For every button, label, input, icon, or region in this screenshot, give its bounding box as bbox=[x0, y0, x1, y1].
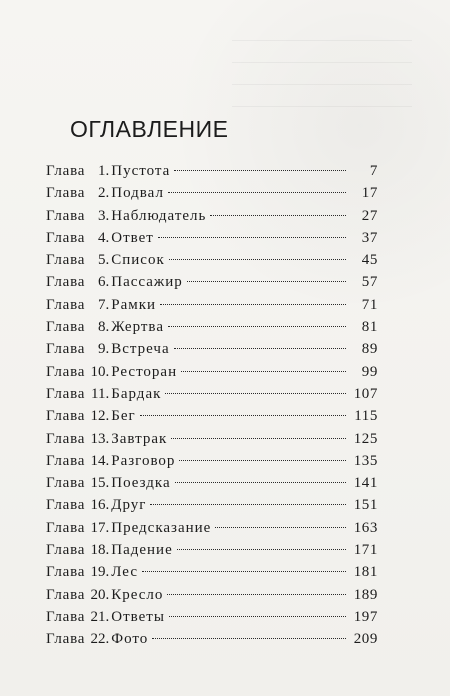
chapter-label: Глава bbox=[46, 408, 86, 425]
chapter-number: 15. bbox=[90, 475, 110, 492]
page-number: 71 bbox=[361, 296, 378, 313]
chapter-label: Глава bbox=[46, 341, 86, 358]
chapter-number: 21. bbox=[90, 608, 110, 625]
chapter-label: Глава bbox=[46, 296, 86, 313]
chapter-number: 7. bbox=[97, 296, 110, 313]
chapter-label: Глава bbox=[46, 185, 86, 202]
toc-row bbox=[46, 472, 378, 494]
page-number: 135 bbox=[353, 452, 378, 469]
chapter-name: Кресло bbox=[111, 586, 164, 603]
chapter-number: 20. bbox=[90, 586, 110, 603]
chapter-label: Глава bbox=[46, 385, 86, 402]
chapter-label: Глава bbox=[46, 229, 86, 246]
toc-row bbox=[46, 584, 378, 606]
chapter-name: Список bbox=[111, 252, 165, 269]
page-number: 181 bbox=[353, 564, 378, 581]
toc-row bbox=[46, 450, 378, 472]
toc-row bbox=[46, 383, 378, 405]
dot-leader bbox=[168, 192, 346, 193]
chapter-label: Глава bbox=[46, 252, 86, 269]
dot-leader bbox=[171, 438, 346, 439]
toc-row bbox=[46, 405, 378, 427]
chapter-name: Фото bbox=[111, 631, 149, 648]
chapter-number: 16. bbox=[90, 497, 110, 514]
chapter-label: Глава bbox=[46, 363, 86, 380]
dot-leader bbox=[174, 348, 346, 349]
chapter-name: Поездка bbox=[111, 475, 171, 492]
chapter-label: Глава bbox=[46, 497, 86, 514]
toc-row bbox=[46, 249, 378, 271]
toc-row bbox=[46, 205, 378, 227]
dot-leader bbox=[158, 237, 346, 238]
toc-row bbox=[46, 517, 378, 539]
chapter-name: Наблюдатель bbox=[111, 207, 207, 224]
chapter-number: 4. bbox=[97, 229, 110, 246]
page-number: 99 bbox=[361, 363, 378, 380]
page-number: 57 bbox=[361, 274, 378, 291]
chapter-label: Глава bbox=[46, 207, 86, 224]
chapter-name: Пассажир bbox=[111, 274, 183, 291]
chapter-number: 17. bbox=[90, 519, 110, 536]
toc-row bbox=[46, 338, 378, 360]
toc-row bbox=[46, 271, 378, 293]
toc-row bbox=[46, 628, 378, 650]
dot-leader bbox=[187, 281, 346, 282]
chapter-label: Глава bbox=[46, 163, 86, 179]
chapter-number: 14. bbox=[90, 452, 110, 469]
toc-row bbox=[46, 160, 378, 182]
dot-leader bbox=[169, 259, 346, 260]
show-through-line bbox=[232, 40, 412, 41]
toc-title: ОГЛАВЛЕНИЕ bbox=[70, 116, 229, 142]
chapter-number: 3. bbox=[97, 207, 110, 224]
dot-leader bbox=[165, 393, 346, 394]
toc-row bbox=[46, 428, 378, 450]
chapter-number: 13. bbox=[90, 430, 110, 447]
chapter-name: Разговор bbox=[111, 452, 176, 469]
dot-leader bbox=[179, 460, 346, 461]
page-number: 197 bbox=[353, 608, 378, 625]
show-through-line bbox=[232, 62, 412, 63]
dot-leader bbox=[177, 549, 346, 550]
toc-row bbox=[46, 294, 378, 316]
chapter-label: Глава bbox=[46, 542, 86, 559]
toc-row bbox=[46, 606, 378, 628]
chapter-name: Подвал bbox=[111, 185, 164, 202]
chapter-label: Глава bbox=[46, 475, 86, 492]
page-number: 81 bbox=[361, 319, 378, 336]
chapter-number: 10. bbox=[90, 363, 110, 380]
page-number: 37 bbox=[361, 229, 378, 246]
chapter-name: Бег bbox=[111, 408, 136, 425]
page-number: 115 bbox=[354, 408, 378, 425]
toc-row bbox=[46, 227, 378, 249]
chapter-name: Ресторан bbox=[111, 363, 178, 380]
chapter-label: Глава bbox=[46, 319, 86, 336]
chapter-label: Глава bbox=[46, 452, 86, 469]
page-number: 7 bbox=[369, 163, 378, 179]
chapter-number: 18. bbox=[90, 542, 110, 559]
chapter-number: 19. bbox=[90, 564, 110, 581]
dot-leader bbox=[152, 638, 346, 639]
chapter-number: 11. bbox=[91, 385, 110, 402]
dot-leader bbox=[168, 326, 346, 327]
chapter-label: Глава bbox=[46, 564, 86, 581]
toc-row bbox=[46, 561, 378, 583]
chapter-name: Завтрак bbox=[111, 430, 168, 447]
chapter-number: 12. bbox=[90, 408, 110, 425]
chapter-name: Лес bbox=[111, 564, 138, 581]
dot-leader bbox=[140, 415, 346, 416]
toc-row bbox=[46, 316, 378, 338]
toc-row bbox=[46, 361, 378, 383]
chapter-name: Рамки bbox=[111, 296, 157, 313]
chapter-number: 1. bbox=[97, 163, 110, 179]
dot-leader bbox=[160, 304, 346, 305]
page-number: 27 bbox=[361, 207, 378, 224]
toc-row bbox=[46, 494, 378, 516]
chapter-number: 22. bbox=[90, 631, 110, 648]
page-number: 107 bbox=[353, 385, 378, 402]
page-number: 163 bbox=[353, 519, 378, 536]
page-number: 45 bbox=[361, 252, 378, 269]
toc-row bbox=[46, 182, 378, 204]
chapter-label: Глава bbox=[46, 519, 86, 536]
page-number: 89 bbox=[361, 341, 378, 358]
toc-row bbox=[46, 539, 378, 561]
chapter-name: Пустота bbox=[111, 163, 171, 179]
table-of-contents bbox=[46, 160, 378, 651]
chapter-name: Встреча bbox=[111, 341, 170, 358]
chapter-name: Ответ bbox=[111, 229, 154, 246]
dot-leader bbox=[142, 571, 346, 572]
show-through-lines bbox=[232, 40, 412, 150]
dot-leader bbox=[175, 482, 346, 483]
chapter-name: Предсказание bbox=[111, 519, 212, 536]
chapter-number: 9. bbox=[97, 341, 110, 358]
chapter-label: Глава bbox=[46, 586, 86, 603]
dot-leader bbox=[181, 371, 346, 372]
page-number: 151 bbox=[353, 497, 378, 514]
chapter-name: Друг bbox=[111, 497, 147, 514]
page-number: 141 bbox=[353, 475, 378, 492]
page-number: 189 bbox=[353, 586, 378, 603]
chapter-label: Глава bbox=[46, 631, 86, 648]
chapter-number: 5. bbox=[97, 252, 110, 269]
chapter-name: Ответы bbox=[111, 608, 165, 625]
chapter-label: Глава bbox=[46, 608, 86, 625]
dot-leader bbox=[174, 170, 346, 171]
show-through-line bbox=[232, 84, 412, 85]
chapter-number: 2. bbox=[97, 185, 110, 202]
dot-leader bbox=[150, 504, 346, 505]
chapter-label: Глава bbox=[46, 430, 86, 447]
page-number: 209 bbox=[353, 631, 378, 648]
dot-leader bbox=[215, 527, 346, 528]
dot-leader bbox=[169, 616, 346, 617]
dot-leader bbox=[167, 594, 346, 595]
chapter-name: Падение bbox=[111, 542, 173, 559]
chapter-name: Бардак bbox=[111, 385, 162, 402]
page-number: 125 bbox=[353, 430, 378, 447]
chapter-number: 8. bbox=[97, 319, 110, 336]
page-number: 17 bbox=[361, 185, 378, 202]
show-through-line bbox=[232, 106, 412, 107]
dot-leader bbox=[210, 215, 346, 216]
chapter-label: Глава bbox=[46, 274, 86, 291]
chapter-number: 6. bbox=[97, 274, 110, 291]
chapter-name: Жертва bbox=[111, 319, 164, 336]
page-number: 171 bbox=[353, 542, 378, 559]
